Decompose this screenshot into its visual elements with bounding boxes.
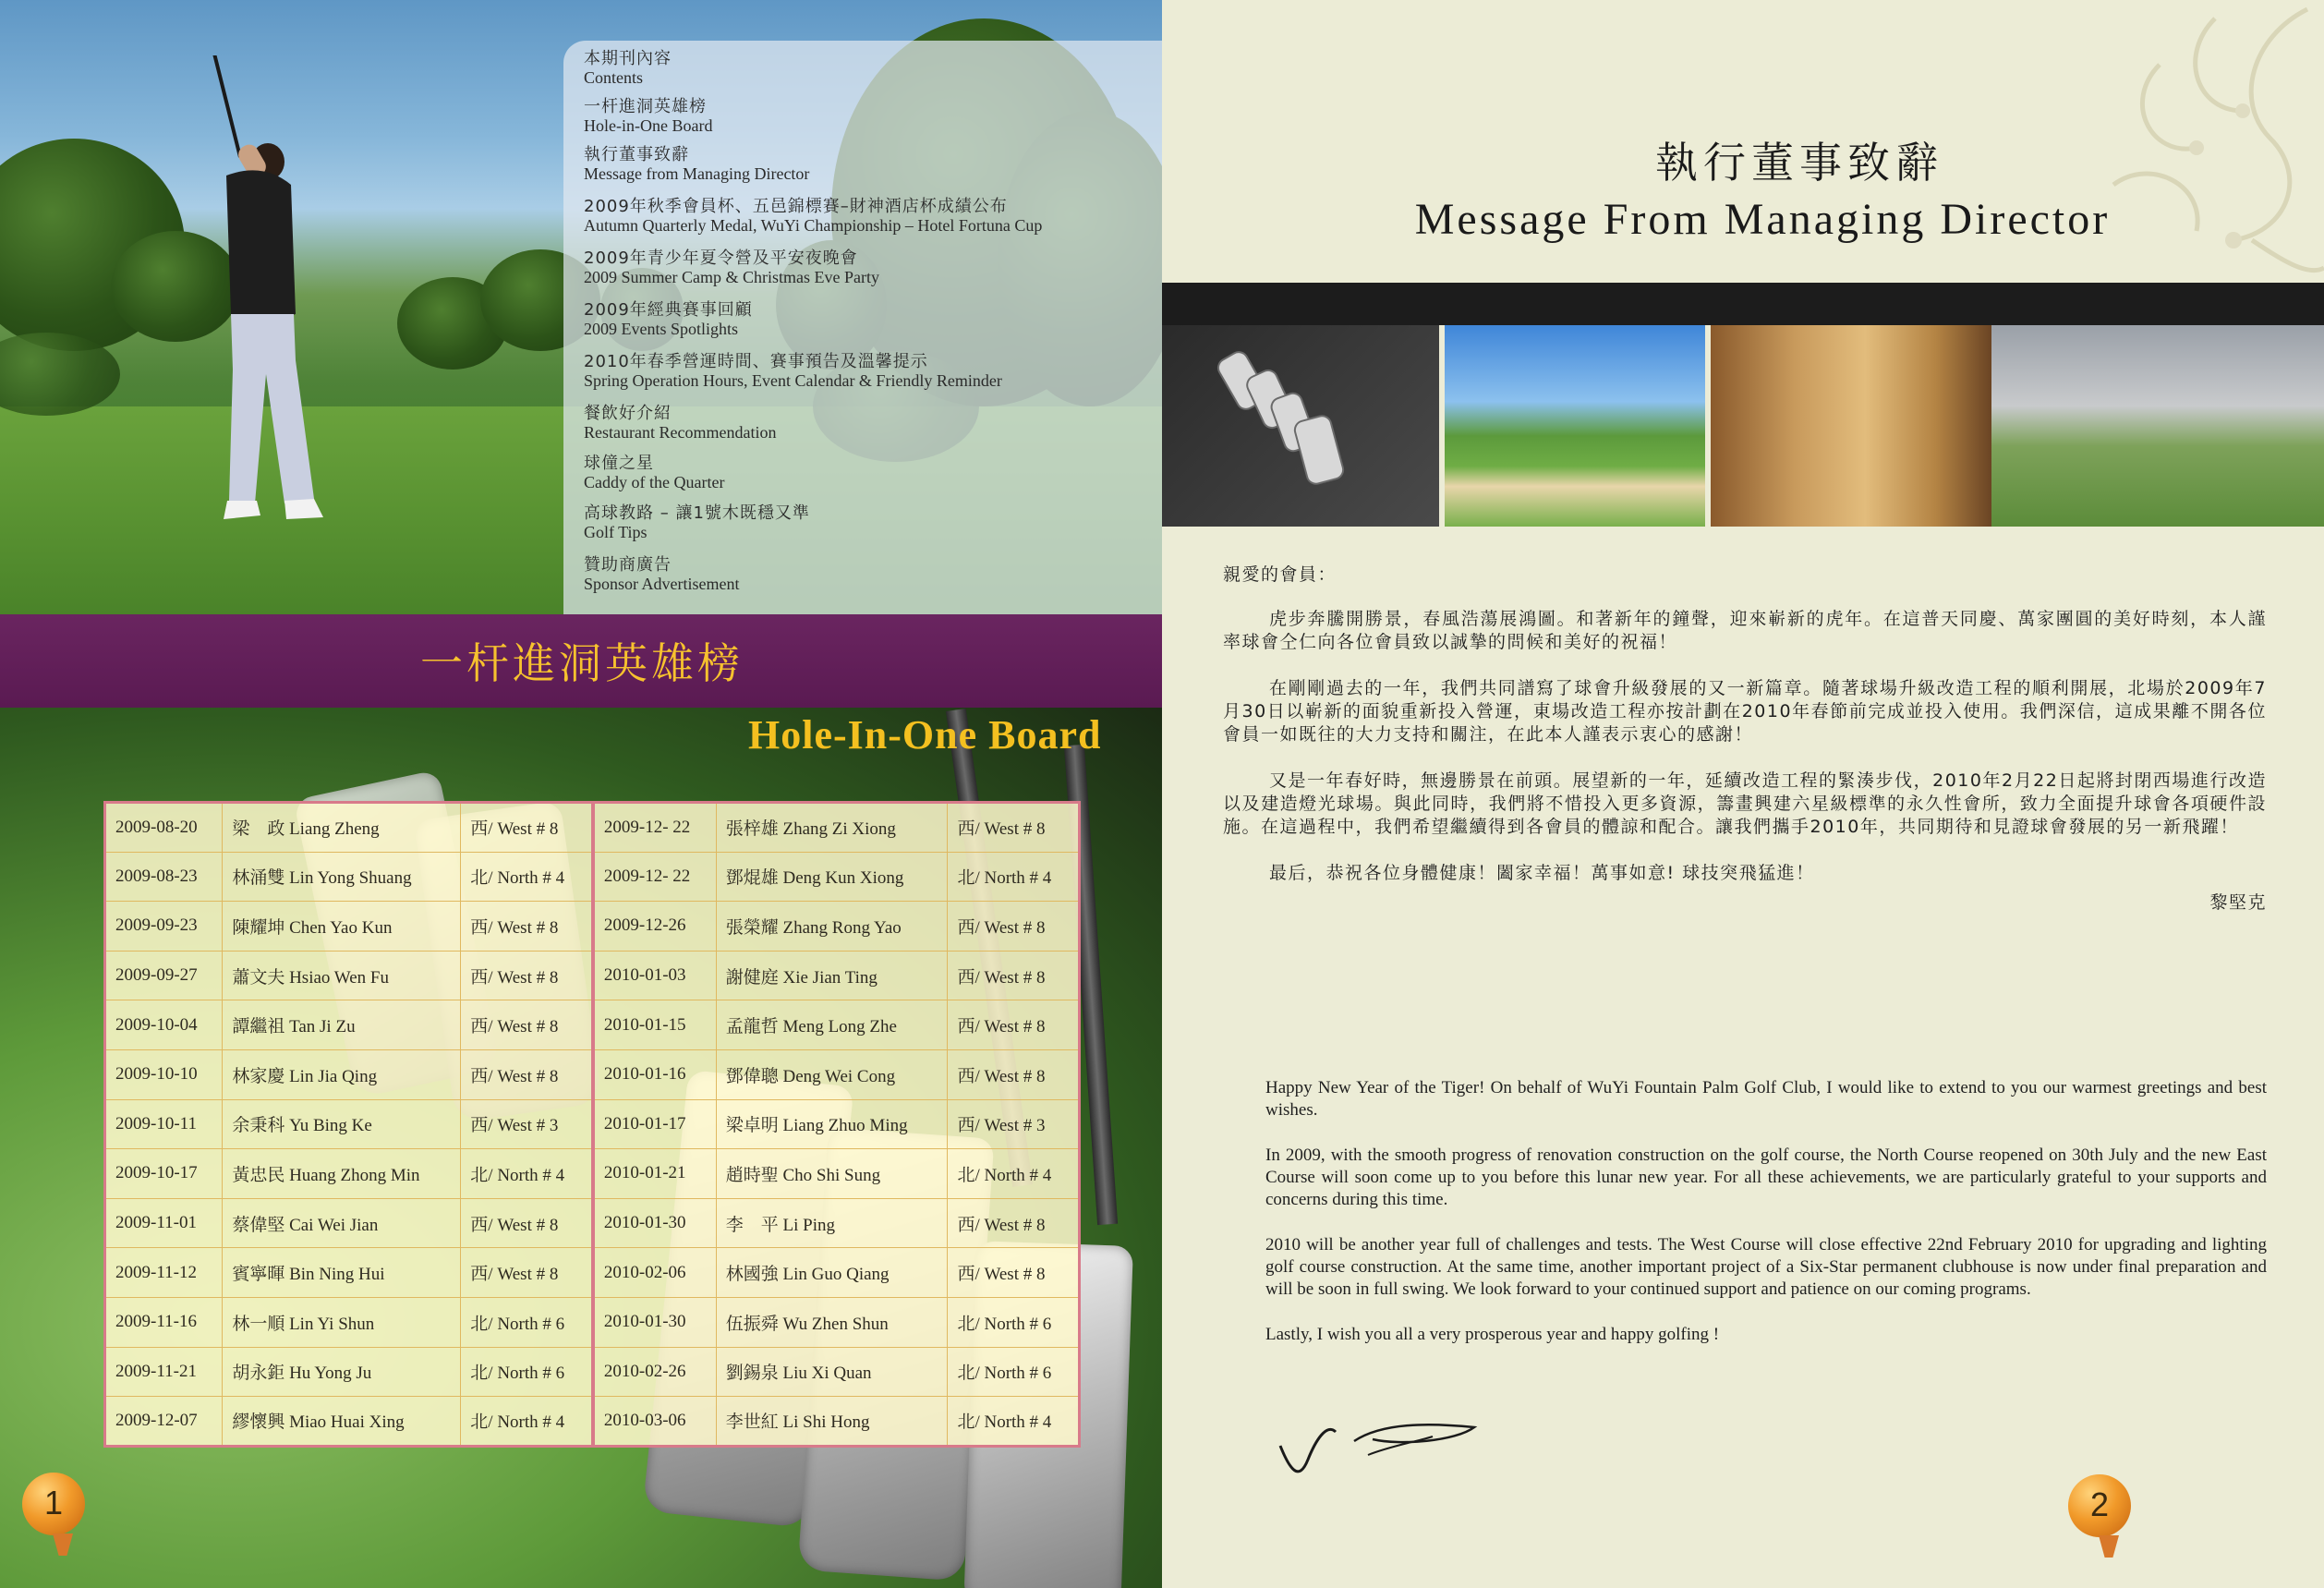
toc-item-en: 2009 Events Spotlights — [584, 320, 739, 338]
cell-course: 北/ North # 4 — [948, 852, 1080, 902]
cell-date: 2010-01-16 — [593, 1049, 716, 1099]
toc-item-zh: 餐飲好介紹 — [584, 404, 672, 423]
cell-name: 蔡偉堅 Cai Wei Jian — [223, 1198, 461, 1248]
cell-name: 鄧焜雄 Deng Kun Xiong — [716, 852, 948, 902]
cell-name: 趙時聖 Cho Shi Sung — [716, 1149, 948, 1199]
table-row — [105, 1248, 1080, 1298]
cell-course: 西/ West # 3 — [948, 1099, 1080, 1149]
toc-item-zh: 一杆進洞英雄榜 — [584, 97, 707, 116]
toc-item-zh: 2009年經典賽事回顧 — [584, 300, 753, 320]
cell-date: 2009-12-26 — [593, 902, 716, 952]
message-body-en — [1265, 1077, 2267, 1369]
cell-date: 2009-10-04 — [105, 1000, 223, 1050]
table-row — [105, 852, 1080, 902]
cell-course: 西/ West # 8 — [948, 1198, 1080, 1248]
cell-course: 西/ West # 8 — [948, 951, 1080, 1000]
cell-name: 繆懷興 Miao Huai Xing — [223, 1397, 461, 1447]
cell-course: 北/ North # 4 — [461, 1397, 593, 1447]
table-row — [105, 902, 1080, 952]
toc-item-zh: 2009年青少年夏令營及平安夜晚會 — [584, 249, 858, 268]
toc-item-en: Hole-in-One Board — [584, 116, 713, 135]
table-row — [105, 1149, 1080, 1199]
toc-item[interactable] — [584, 98, 1156, 135]
toc-item-en: Caddy of the Quarter — [584, 473, 725, 491]
toc-item[interactable] — [584, 455, 1156, 491]
toc-item[interactable] — [584, 198, 1156, 235]
toc-item[interactable] — [584, 301, 1156, 338]
toc-item-en: Contents — [584, 68, 644, 87]
table-row — [105, 1347, 1080, 1397]
cell-date: 2010-01-30 — [593, 1198, 716, 1248]
cell-date: 2010-01-17 — [593, 1099, 716, 1149]
paragraph-en: 2010 will be another year full of challenges and tests. The West Course will close effective 22nd February 2010 for upgrading and lighting golf course construction. At the same time, another important project of a Six-Star permanent clubhouse is now under final preparation and will be soon in full swing. We look forward to your continued support and patience on our coming programs. — [1265, 1235, 2267, 1299]
cell-course: 西/ West # 8 — [461, 1248, 593, 1298]
cell-name: 余秉科 Yu Bing Ke — [223, 1099, 461, 1149]
table-row — [105, 1397, 1080, 1447]
clubhouse-interior-photo — [1711, 325, 1991, 527]
paragraph-en: In 2009, with the smooth progress of renovation construction on the golf course, the North Course reopened on 30th July and the new East Course will soon come up to you before this lunar new year. For all these achievements, we are particularly grateful to your supports and concerns during this time. — [1265, 1146, 2267, 1209]
header-bar — [1162, 283, 2324, 325]
cell-name: 梁卓明 Liang Zhuo Ming — [716, 1099, 948, 1149]
cell-name: 孟龍哲 Meng Long Zhe — [716, 1000, 948, 1050]
toc-item-zh: 球僮之星 — [584, 454, 654, 473]
cell-course: 西/ West # 8 — [461, 803, 593, 853]
table-row — [105, 803, 1080, 853]
toc-item[interactable] — [584, 146, 1156, 183]
cell-course: 北/ North # 6 — [461, 1347, 593, 1397]
cell-date: 2010-01-21 — [593, 1149, 716, 1199]
cell-date: 2009-11-01 — [105, 1198, 223, 1248]
toc-item[interactable] — [584, 504, 1156, 541]
cell-name: 蕭文夫 Hsiao Wen Fu — [223, 951, 461, 1000]
right-page — [1162, 0, 2324, 1588]
table-row — [105, 1198, 1080, 1248]
golf-course-bunker-photo — [1445, 325, 1705, 527]
hole-in-one-title-zh: 一杆進洞英雄榜 — [420, 638, 744, 688]
toc-item-zh: 2010年春季營運時間、賽事預告及溫馨提示 — [584, 352, 928, 371]
cell-name: 李世紅 Li Shi Hong — [716, 1397, 948, 1447]
page-number-right: 2 — [2089, 1485, 2110, 1523]
handwritten-signature — [1271, 1404, 1530, 1487]
cell-course: 北/ North # 6 — [948, 1347, 1080, 1397]
salutation-zh: 親愛的會員： — [1223, 564, 1338, 585]
paragraph-zh: 最后，恭祝各位身體健康！闔家幸福！萬事如意! 球技突飛猛進！ — [1269, 863, 1815, 883]
toc-item-en: Spring Operation Hours, Event Calendar & Friendly Reminder — [584, 371, 1002, 390]
cell-name: 陳耀坤 Chen Yao Kun — [223, 902, 461, 952]
toc-item-zh: 執行董事致辭 — [584, 145, 689, 164]
cell-course: 西/ West # 8 — [461, 951, 593, 1000]
table-row — [105, 1099, 1080, 1149]
cell-date: 2009-08-20 — [105, 803, 223, 853]
cell-name: 林涌雙 Lin Yong Shuang — [223, 852, 461, 902]
cell-date: 2009-09-27 — [105, 951, 223, 1000]
signoff-zh: 黎堅克 — [2209, 892, 2267, 913]
table-row — [105, 1297, 1080, 1347]
toc-item-en: Message from Managing Director — [584, 164, 810, 183]
cell-course: 西/ West # 8 — [461, 1000, 593, 1050]
decorative-swirl-ornament — [1975, 0, 2324, 296]
hole-in-one-title-en: Hole-In-One Board — [748, 712, 1102, 758]
golfer-figure — [176, 55, 360, 573]
cell-date: 2010-02-06 — [593, 1248, 716, 1298]
cell-date: 2009-09-23 — [105, 902, 223, 952]
cell-name: 賓寧暉 Bin Ning Hui — [223, 1248, 461, 1298]
toc-item[interactable] — [584, 556, 1156, 593]
cell-name: 鄧偉聰 Deng Wei Cong — [716, 1049, 948, 1099]
page-number-left: 1 — [43, 1484, 64, 1521]
cell-date: 2009-12- 22 — [593, 852, 716, 902]
toc-item-en: Sponsor Advertisement — [584, 575, 740, 593]
cell-course: 北/ North # 4 — [461, 1149, 593, 1199]
toc-item-en: Autumn Quarterly Medal, WuYi Championship – Hotel Fortuna Cup — [584, 216, 1043, 235]
contents-panel — [563, 41, 1162, 614]
cell-name: 梁 政 Liang Zheng — [223, 803, 461, 853]
message-title-en: Message From Managing Director — [1414, 195, 2111, 244]
cell-date: 2009-11-16 — [105, 1297, 223, 1347]
toc-item-zh: 高球教路 – 讓1號木既穩又準 — [584, 503, 810, 523]
paragraph-zh: 又是一年春好時，無邊勝景在前頭。展望新的一年，延續改造工程的緊湊步伐，2010年2月22日起將封閉西場進行改造以及建造燈光球場。與此同時，我們將不惜投入更多資源，籌畫興建六星級標準的永久性會所，致力全面提升球會各項硬件設施。在這過程中，我們希望繼續得到各會員的體諒和配合。讓我們攜手2010年，共同期待和見證球會發展的另一新飛躍！ — [1223, 770, 2267, 837]
cell-course: 西/ West # 8 — [948, 1000, 1080, 1050]
cell-name: 張梓雄 Zhang Zi Xiong — [716, 803, 948, 853]
cell-course: 北/ North # 6 — [461, 1297, 593, 1347]
toc-item[interactable] — [584, 353, 1156, 390]
cell-date: 2009-11-21 — [105, 1347, 223, 1397]
paragraph-zh: 在剛剛過去的一年，我們共同譜寫了球會升級發展的又一新篇章。隨著球場升級改造工程的順利開展，北場於2009年7月30日以嶄新的面貌重新投入營運，東場改造工程亦按計劃在2010年春節前完成並投入使用。我們深信，這成果離不開各位會員一如既往的大力支持和關注，在此本人謹表示衷心的感謝！ — [1223, 678, 2267, 745]
cell-course: 北/ North # 4 — [948, 1149, 1080, 1199]
paragraph-en: Lastly, I wish you all a very prosperous year and happy golfing ! — [1265, 1325, 1720, 1344]
table-row — [105, 1000, 1080, 1050]
cell-name: 林一順 Lin Yi Shun — [223, 1297, 461, 1347]
cell-date: 2010-01-30 — [593, 1297, 716, 1347]
cell-name: 黃忠民 Huang Zhong Min — [223, 1149, 461, 1199]
cell-course: 西/ West # 8 — [948, 1049, 1080, 1099]
cell-course: 北/ North # 4 — [948, 1397, 1080, 1447]
toc-item-en: Restaurant Recommendation — [584, 423, 777, 442]
cell-name: 李 平 Li Ping — [716, 1198, 948, 1248]
toc-item[interactable] — [584, 405, 1156, 442]
table-row — [105, 1049, 1080, 1099]
cell-name: 胡永鉅 Hu Yong Ju — [223, 1347, 461, 1397]
cell-date: 2010-03-06 — [593, 1397, 716, 1447]
cell-course: 北/ North # 6 — [948, 1297, 1080, 1347]
driving-range-photo — [1991, 325, 2324, 527]
cell-name: 伍振舜 Wu Zhen Shun — [716, 1297, 948, 1347]
cell-course: 西/ West # 8 — [461, 1049, 593, 1099]
cell-name: 林國強 Lin Guo Qiang — [716, 1248, 948, 1298]
hole-in-one-table — [103, 801, 1081, 1448]
toc-item-zh: 贊助商廣告 — [584, 555, 672, 575]
message-body-zh — [1223, 564, 2267, 938]
cell-date: 2010-02-26 — [593, 1347, 716, 1397]
cell-course: 北/ North # 4 — [461, 852, 593, 902]
toc-item-zh: 2009年秋季會員杯、五邑錦標賽–財神酒店杯成績公布 — [584, 197, 1008, 216]
cell-course: 西/ West # 8 — [948, 902, 1080, 952]
toc-item-zh: 本期刊內容 — [584, 49, 672, 68]
tee-icon — [2099, 1535, 2119, 1558]
paragraph-en: Happy New Year of the Tiger! On behalf of WuYi Fountain Palm Golf Club, I would like to extend to you our warmest greetings and best wishes. — [1265, 1078, 2267, 1120]
cell-date: 2009-10-11 — [105, 1099, 223, 1149]
cell-date: 2009-08-23 — [105, 852, 223, 902]
cell-date: 2009-10-17 — [105, 1149, 223, 1199]
paragraph-zh: 虎步奔騰開勝景，春風浩蕩展鴻圖。和著新年的鐘聲，迎來嶄新的虎年。在這普天同慶、萬家團圓的美好時刻，本人謹率球會仝仁向各位會員致以誠摯的問候和美好的祝福！ — [1223, 609, 2267, 652]
cell-name: 林家慶 Lin Jia Qing — [223, 1049, 461, 1099]
cell-date: 2010-01-15 — [593, 1000, 716, 1050]
cell-course: 西/ West # 8 — [948, 803, 1080, 853]
cell-name: 謝健庭 Xie Jian Ting — [716, 951, 948, 1000]
cell-name: 譚繼祖 Tan Ji Zu — [223, 1000, 461, 1050]
table-row — [105, 951, 1080, 1000]
cell-course: 西/ West # 8 — [461, 1198, 593, 1248]
cell-name: 張榮耀 Zhang Rong Yao — [716, 902, 948, 952]
cell-date: 2009-12- 22 — [593, 803, 716, 853]
cell-course: 西/ West # 3 — [461, 1099, 593, 1149]
golf-clubs-photo — [1162, 325, 1439, 527]
cell-date: 2009-10-10 — [105, 1049, 223, 1099]
toc-item[interactable] — [584, 249, 1156, 286]
cell-course: 西/ West # 8 — [461, 902, 593, 952]
cell-date: 2009-12-07 — [105, 1397, 223, 1447]
toc-item-en: 2009 Summer Camp & Christmas Eve Party — [584, 268, 879, 286]
cell-course: 西/ West # 8 — [948, 1248, 1080, 1298]
toc-item[interactable] — [584, 50, 1156, 87]
cell-date: 2009-11-12 — [105, 1248, 223, 1298]
message-title-zh: 執行董事致辭 — [1655, 138, 1943, 188]
toc-item-en: Golf Tips — [584, 523, 648, 541]
cell-date: 2010-01-03 — [593, 951, 716, 1000]
cell-name: 劉錫泉 Liu Xi Quan — [716, 1347, 948, 1397]
